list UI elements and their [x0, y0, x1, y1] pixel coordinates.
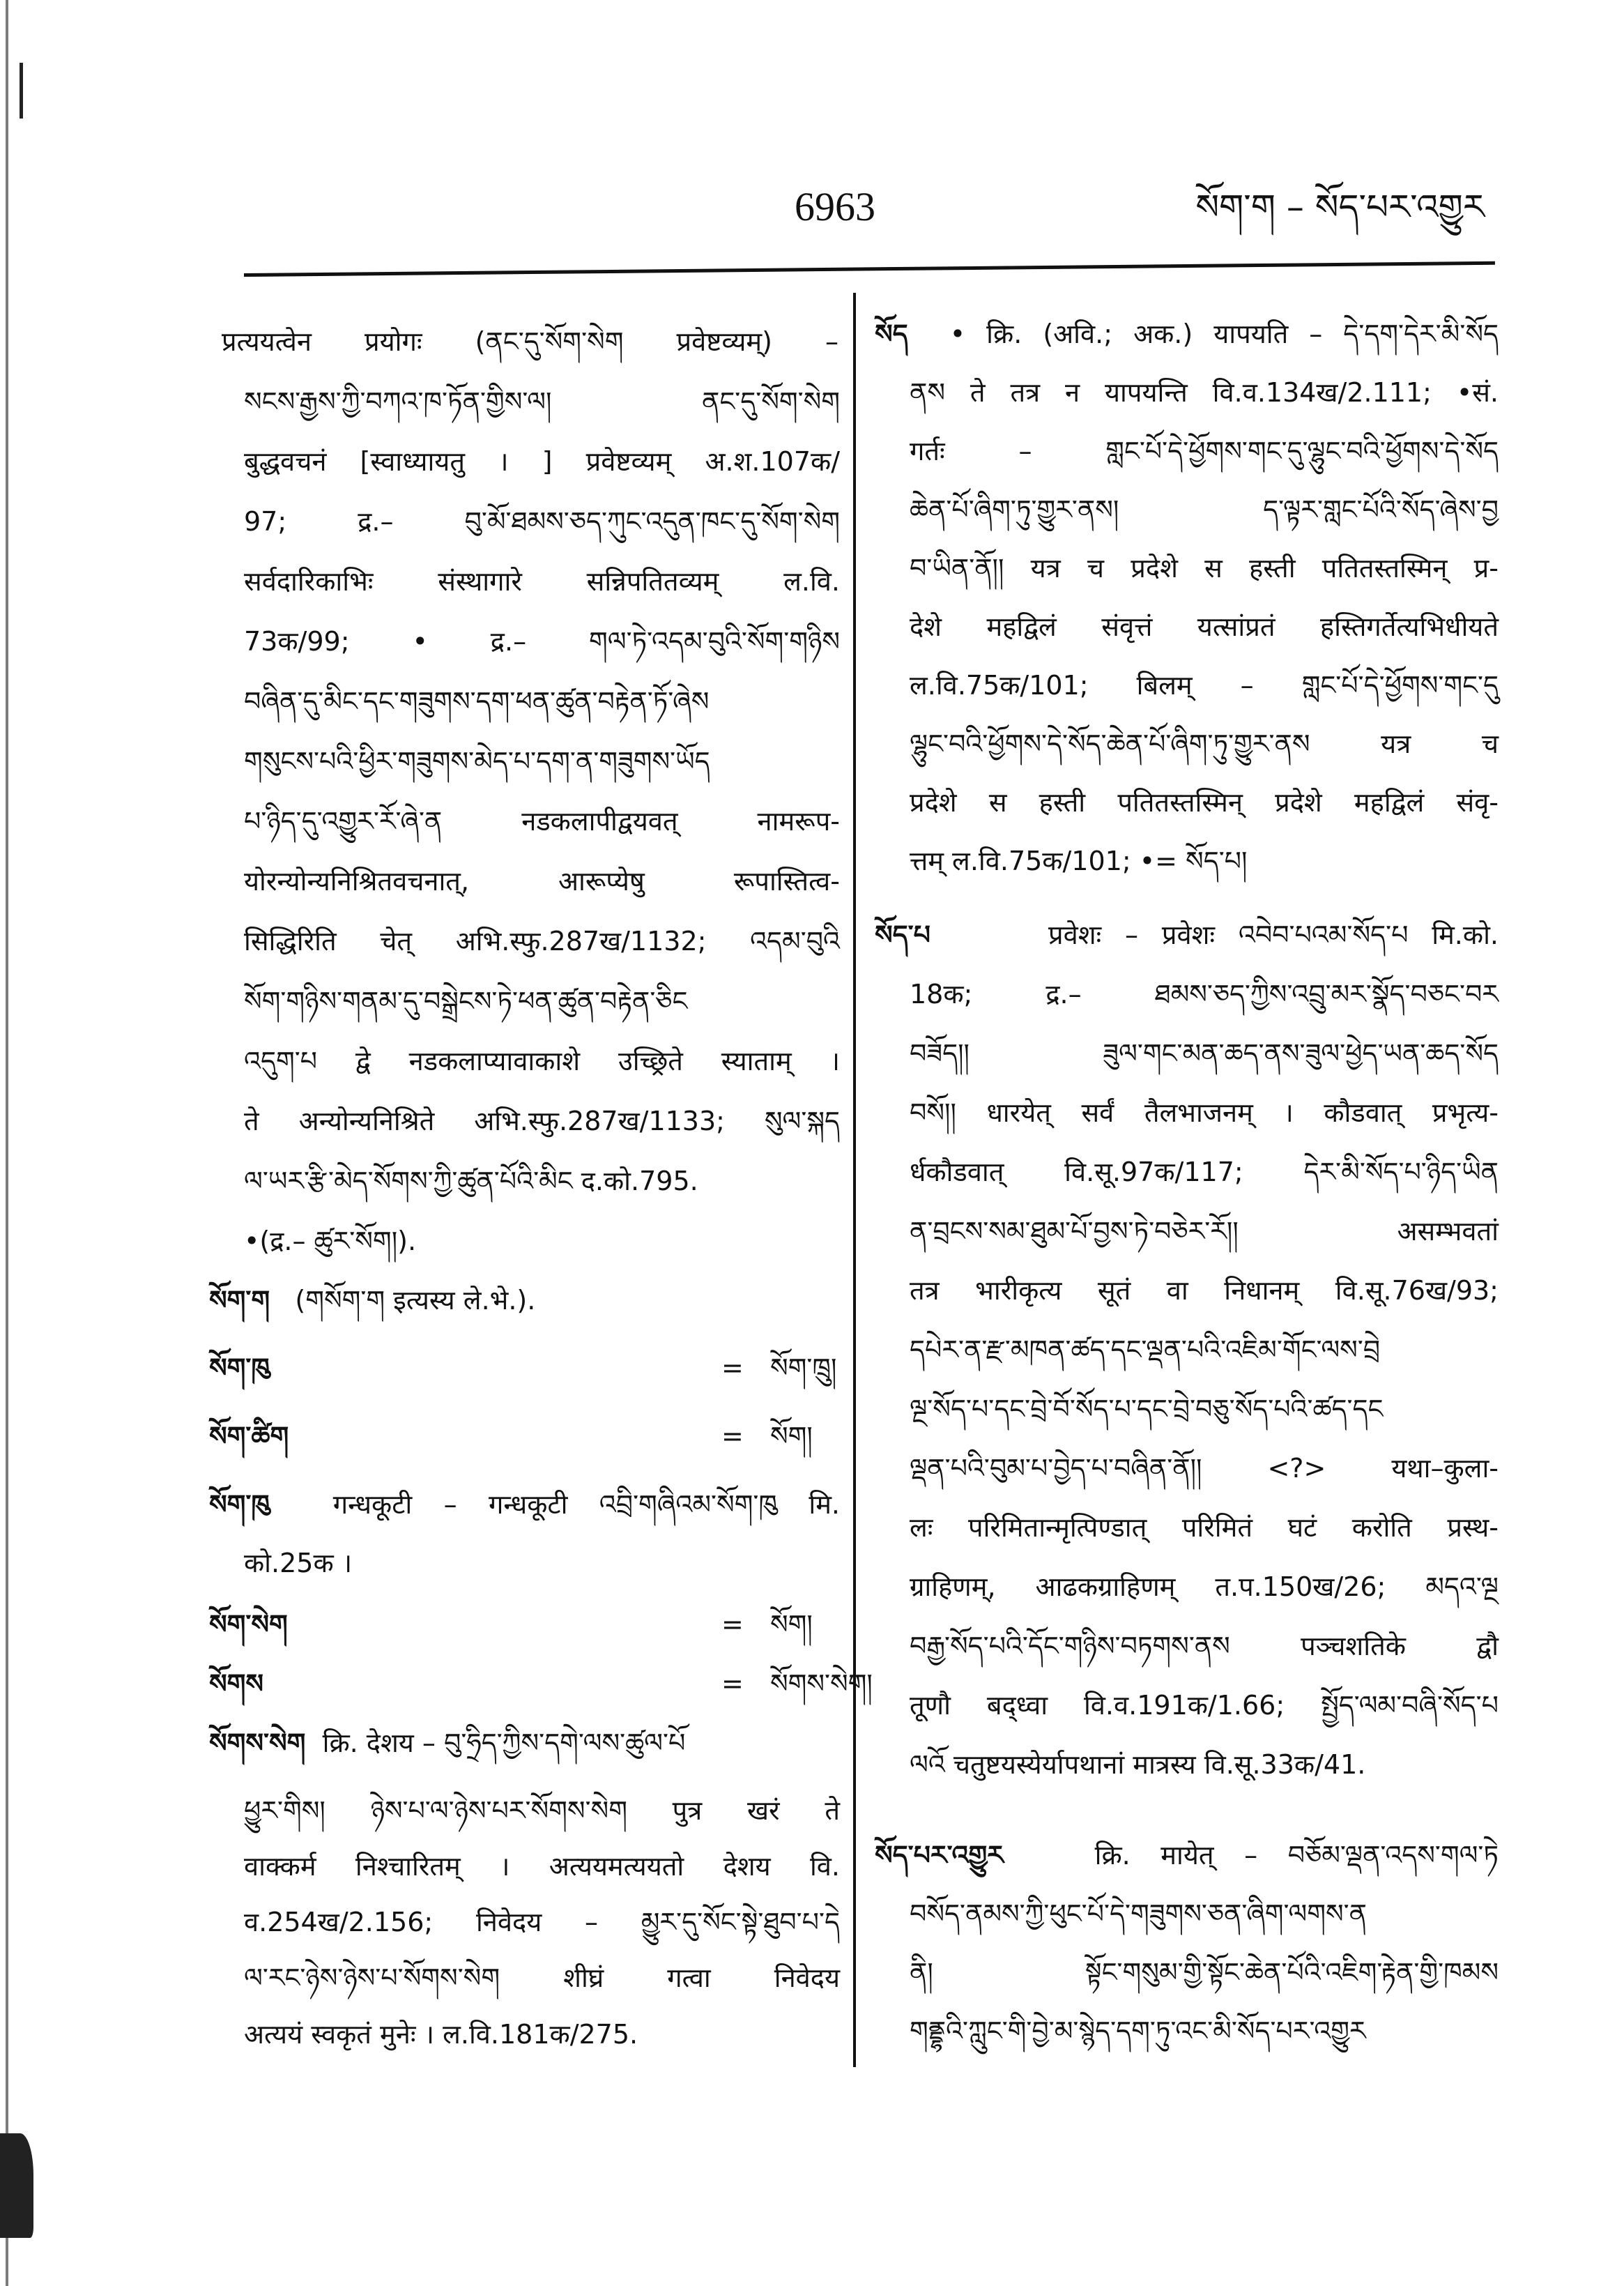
entry-headword: སོག་ཚིག	[209, 1421, 289, 1451]
text-line: लः परिमितान्मृत्पिण्डात् परिमितं घटं करोति प्रस्थ-	[910, 1512, 1499, 1543]
entry-headword: སོག་ཁུ	[209, 1489, 270, 1520]
text-line: སངས་རྒྱས་ཀྱི་བཀའ་ཁ་ཏོན་གྱིས་ལ། ནང་དུ་སོག་སེག	[244, 386, 840, 417]
dictionary-entry	[875, 1834, 1499, 1876]
text-line: वाक्कर्म निश्चारितम् । अत्ययमत्ययतो देशय वि.	[244, 1851, 840, 1882]
equals-sign: =	[721, 1421, 744, 1451]
text-line: བ་ཡིན་ནོ།། यत्र च प्रदेशे स हस्ती पतितस्तस्मिन् प्र-	[910, 553, 1499, 584]
dictionary-entry	[209, 1279, 840, 1321]
text-line: སོག་གཉིས་གནམ་དུ་བསྒྲེངས་ཏེ་ཕན་ཚུན་བརྟེན་ཅིང	[244, 986, 688, 1016]
dictionary-entry	[875, 914, 1499, 956]
scan-mark	[20, 63, 23, 119]
dictionary-entry	[209, 1722, 840, 1764]
text-line: तूणौ बद्ध्वा वि.व.191क/1.66; སྤྱོད་ལམ་བཞི་སོད་པ	[910, 1690, 1499, 1721]
text-line: ནས ते तत्र न यापयन्ति वि.व.134ख/2.111; •सं.	[910, 377, 1499, 408]
text-line: गर्तः – གླང་པོ་དེ་ཕྱོགས་གང་དུ་ལྷུང་བའི་ཕྱོགས་དེ་སོད	[910, 436, 1499, 466]
text-line: ལ་རང་ཉེས་ཉེས་པ་སོགས་སེག शीघ्रं गत्वा निवेदय	[244, 1963, 840, 1993]
text-line: ལ་ཡར་རྩི་མེད་སོགས་ཀྱི་ཚུན་པོའི་མིང द.को.795.	[244, 1166, 698, 1196]
entry-definition: (གསོག་ག इत्यस्य ले.भे.).	[295, 1285, 536, 1316]
text-line: देशे महद्विलं संवृत्तं यत्सांप्रतं हस्तिगर्तेत्यभिधीयते	[910, 611, 1499, 642]
entry-definition: गन्धकूटी – गन्धकूटी འབྲི་གཞིའམ་སོག་ཁུ मि.	[332, 1489, 840, 1520]
dictionary-entry	[209, 1484, 840, 1525]
entry-headword: སོགས་སེག	[209, 1728, 306, 1758]
cross-reference-target: སོག་ཁྲུ།	[770, 1352, 837, 1383]
text-line: को.25क ।	[244, 1548, 353, 1578]
entry-headword: སོད་པར་འགྱུར	[875, 1840, 1004, 1870]
text-line: འདུག་པ द्वे नडकलाप्यावाकाशे उच्छ्रिते स्याताम् ।	[244, 1046, 840, 1076]
page-number: 6963	[795, 184, 875, 229]
cross-reference-entry	[209, 1347, 840, 1389]
text-line: དཔེར་ན་རྫ་མཁན་ཚད་དང་ལྡན་པའི་འཇིམ་གོང་ལས་བྲེ	[910, 1334, 1381, 1365]
text-line: र्धकौडवात् वि.सू.97क/117; དེར་མི་སོད་པ་ཉིད་ཡིན	[910, 1157, 1499, 1187]
text-line: ལྡན་པའི་བུམ་པ་བྱེད་པ་བཞིན་ནོ།། <?> यथा–कुला-	[910, 1453, 1499, 1484]
scan-binding-blob	[0, 2133, 33, 2238]
equals-sign: =	[721, 1668, 744, 1699]
text-line: བཟོད།། ཟུལ་གང་མན་ཆད་ནས་ཟུལ་ཕྱེད་ཡན་ཆད་སོད	[910, 1038, 1499, 1069]
text-line: 18क; द्र.– ཐམས་ཅད་ཀྱིས་འབྲུ་མར་སྣོད་བཅང་བར	[910, 979, 1499, 1009]
text-line: सिद्धिरिति चेत् अभि.स्फु.287ख/1132; འདམ་བུའི	[244, 926, 840, 957]
text-line: •(द्र.– ཚུར་སོག།).	[244, 1226, 417, 1256]
text-line: ལྔ་སོད་པ་དང་བྲེ་བོ་སོད་པ་དང་བྲེ་བཅུ་སོད་པའི་ཚད་དང	[910, 1394, 1384, 1424]
cross-reference-target: སོགས་སེག།	[770, 1668, 873, 1699]
text-line: 73क/99; • द्र.– གལ་ཏེ་འདམ་བུའི་སོག་གཉིས	[244, 626, 840, 657]
text-line: प्रदेशे स हस्ती पतितस्तस्मिन् प्रदेशे महद्विलं संवृ-	[910, 787, 1499, 818]
entry-definition: क्रि. देशय – བུ་ཧྲིད་ཀྱིས་དགེ་ལས་ཚུལ་པོ	[322, 1728, 686, 1758]
text-line: 97; द्र.– བུ་མོ་ཐམས་ཅད་ཀུང་འདུན་ཁང་དུ་སོག་སེག	[244, 506, 840, 537]
text-line: ལའོ चतुष्टयस्येर्यापथानां मात्रस्य वि.सू.33क/41.	[910, 1749, 1366, 1780]
text-line: ते अन्योन्यनिश्रिते अभि.स्फु.287ख/1133; སུལ་སྐད	[244, 1106, 840, 1136]
dictionary-entry	[875, 313, 1499, 355]
text-line: ན་བྲངས་སམ་ཐུམ་པོ་བྱས་ཏེ་བཅེར་རོ།། असम्भवतां	[910, 1216, 1499, 1247]
text-line: ཕྱུར་གིས། ཉེས་པ་ལ་ཉེས་པར་སོགས་སེག पुत्र खरं ते	[244, 1795, 840, 1826]
running-head: སོག་ག – སོད་པར་འགྱུར	[1195, 187, 1485, 227]
cross-reference-target: སོག།	[770, 1421, 813, 1451]
equals-sign: =	[721, 1609, 744, 1640]
text-line: ལྷུང་བའི་ཕྱོགས་དེ་སོད་ཆེན་པོ་ཞིག་ཏུ་གྱུར་ནས यत्र च	[910, 729, 1499, 759]
text-line: योरन्योन्यनिश्रितवचनात्, आरूप्येषु रूपास्तित्व-	[244, 866, 840, 897]
text-line: པ་ཉིད་དུ་འགྱུར་རོ་ཞེ་ན नडकलापीद्वयवत् नामरूप-	[244, 806, 840, 837]
cross-reference-entry	[209, 1663, 873, 1705]
text-line: अत्ययं स्वकृतं मुनेः । ल.वि.181क/275.	[244, 2019, 638, 2050]
equals-sign: =	[721, 1352, 744, 1383]
text-line: ནི། སྟོང་གསུམ་གྱི་སྟོང་ཆེན་པོའི་འཇིག་རྟེན་གྱི་ཁམས	[910, 1957, 1499, 1988]
scan-binding-edge	[6, 0, 8, 2286]
entry-headword: སོད	[875, 319, 908, 349]
text-line: ཆེན་པོ་ཞིག་ཏུ་གྱུར་ནས། ད་ལྟར་གླང་པོའི་སོད་ཞེས་བྱ	[910, 494, 1499, 525]
text-line: གནྡྷའི་ཀླུང་གི་བྱེ་མ་སྙེད་དག་ཏུ་འང་མི་སོད་པར་འགྱུར	[910, 2016, 1366, 2046]
entry-headword: སོག་ག	[209, 1285, 270, 1316]
column-divider	[853, 293, 856, 2067]
entry-definition: • क्रि. (अवि.; अक.) यापयति – དེ་དག་དེར་མི་སོད	[949, 319, 1499, 349]
text-line: བཞིན་དུ་མིང་དང་གཟུགས་དག་ཕན་ཚུན་བརྟེན་ཏོ་ཞེས	[244, 686, 710, 717]
text-line: तत्र भारीकृत्य सूतं वा निधानम् वि.सू.76ख/93;	[910, 1275, 1499, 1306]
text-line: सर्वदारिकाभिः संस्थागारे सन्निपतितव्यम् ल.वि.	[244, 566, 840, 597]
text-line: ग्राहिणम्, आढकग्राहिणम् त.प.150ख/26; མདའ་ལྔ	[910, 1571, 1499, 1602]
entry-headword: སོགས	[209, 1668, 264, 1699]
text-line: प्रत्ययत्वेन प्रयोगः (ནང་དུ་སོག་སེག प्रवेष्टव्यम्) –	[222, 326, 838, 357]
entry-definition: प्रवेशः – प्रवेशः འབེབ་པའམ་སོད་པ मि.को.	[1048, 920, 1499, 950]
text-line: त्तम् ल.वि.75क/101; •= སོད་པ།	[910, 846, 1248, 876]
text-line: བསོ།། धारयेत् सर्वं तैलभाजनम् । कौडवात् प्रभृत्य-	[910, 1097, 1499, 1128]
cross-reference-entry	[209, 1415, 840, 1457]
text-line: བརྒྱ་སོད་པའི་དོང་གཉིས་བཏགས་ནས पञ्चशतिके द्वौ	[910, 1631, 1499, 1661]
cross-reference-entry	[209, 1603, 840, 1645]
header-rule	[244, 261, 1495, 277]
entry-headword: སོག་ཁུ	[209, 1352, 270, 1383]
entry-headword: སོག་སེག	[209, 1609, 288, 1640]
text-line: बुद्धवचनं [स्वाध्यायतु । ] प्रवेष्टव्यम् अ.श.107क/	[244, 446, 840, 477]
text-line: व.254ख/2.156; निवेदय – མྱུར་དུ་སོང་སྟེ་ཐུབ་པ་དེ	[244, 1907, 840, 1937]
text-line: ल.वि.75क/101; बिलम् – གླང་པོ་དེ་ཕྱོགས་གང་དུ	[910, 670, 1499, 701]
entry-definition: क्रि. मायेत् – བཅོམ་ལྡན་འདས་གལ་ཏེ	[1094, 1840, 1499, 1870]
text-line: བསོད་ནམས་ཀྱི་ཕུང་པོ་དེ་གཟུགས་ཅན་ཞིག་ལགས་ན	[910, 1898, 1367, 1929]
text-line: གསུངས་པའི་ཕྱིར་གཟུགས་མེད་པ་དག་ན་གཟུགས་ཡོད	[244, 746, 710, 777]
entry-headword: སོད་པ	[875, 920, 930, 950]
cross-reference-target: སོག།	[770, 1609, 813, 1640]
